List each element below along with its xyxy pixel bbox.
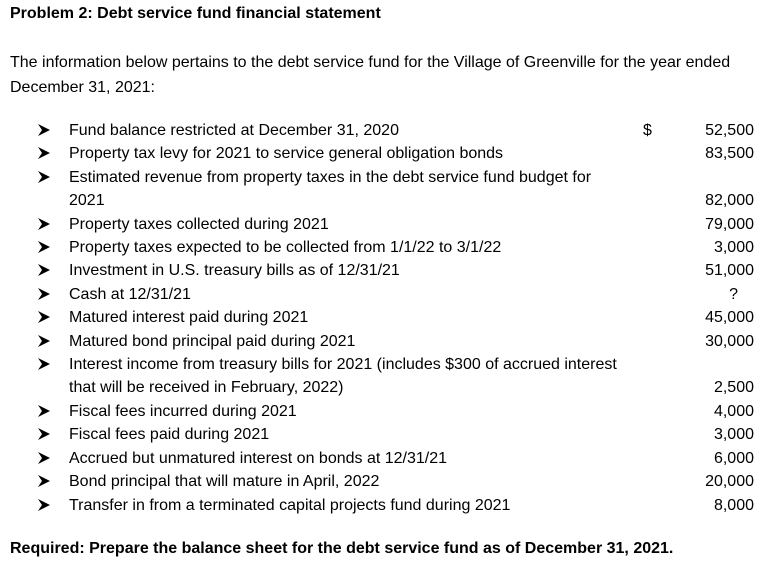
data-item-list <box>0 119 778 517</box>
item-amount: 45,000 <box>705 309 754 327</box>
arrow-bullet-icon <box>37 240 51 254</box>
intro-paragraph: The information below pertains to the debt service fund for the Village of Greenville for the year ended December 31, 2021: <box>10 54 731 96</box>
item-label: Fiscal fees incurred during 2021 <box>69 402 297 420</box>
arrow-bullet-icon <box>37 146 51 160</box>
arrow-bullet-icon <box>37 451 51 465</box>
arrow-bullet-icon <box>37 217 51 231</box>
item-label: Cash at 12/31/21 <box>69 285 191 303</box>
item-amount: 2,500 <box>713 379 754 397</box>
item-amount: ? <box>729 285 738 303</box>
item-amount: 4,000 <box>713 402 754 420</box>
item-amount: 79,000 <box>705 215 754 233</box>
list-item <box>0 236 778 259</box>
item-amount: 8,000 <box>713 496 754 514</box>
problem-heading: Problem 2: Debt service fund financial statement <box>10 5 381 22</box>
list-item <box>0 447 778 470</box>
arrow-bullet-icon <box>37 334 51 348</box>
item-label: Fund balance restricted at December 31, 2020 <box>69 122 399 139</box>
list-item <box>0 306 778 329</box>
list-item <box>0 259 778 282</box>
item-amount: 20,000 <box>705 473 754 491</box>
arrow-bullet-icon <box>37 357 51 371</box>
item-amount: 30,000 <box>705 332 754 350</box>
item-label: Property tax levy for 2021 to service general obligation bonds <box>69 145 504 163</box>
item-label: Fiscal fees paid during 2021 <box>69 426 270 444</box>
list-item <box>0 142 778 165</box>
item-label: Interest income from treasury bills for 2021 (includes $300 of accrued interest that will be received in February, 2022) <box>69 356 617 397</box>
item-amount: 83,500 <box>705 145 754 163</box>
item-label: Property taxes collected during 2021 <box>69 215 329 233</box>
list-item <box>0 353 778 400</box>
list-item <box>0 119 778 142</box>
arrow-bullet-icon <box>37 287 51 301</box>
item-label: Bond principal that will mature in April, 2022 <box>69 473 380 491</box>
required-instruction: Required: Prepare the balance sheet for the debt service fund as of December 31, 2021. <box>10 540 674 557</box>
item-label: Accrued but unmatured interest on bonds at 12/31/21 <box>69 449 448 467</box>
list-item <box>0 283 778 306</box>
item-label: Estimated revenue from property taxes in the debt service fund budget for 2021 <box>69 168 592 210</box>
item-label: Investment in U.S. treasury bills as of 12/31/21 <box>69 262 400 280</box>
item-amount: 51,000 <box>705 262 754 280</box>
arrow-bullet-icon <box>37 263 51 277</box>
arrow-bullet-icon <box>37 170 51 184</box>
arrow-bullet-icon <box>37 310 51 324</box>
item-amount: 52,500 <box>705 122 754 139</box>
item-amount: 3,000 <box>713 239 754 257</box>
item-label: Matured bond principal paid during 2021 <box>69 332 356 350</box>
list-item <box>0 330 778 353</box>
arrow-bullet-icon <box>37 474 51 488</box>
arrow-bullet-icon <box>37 404 51 418</box>
list-item <box>0 213 778 236</box>
list-item <box>0 400 778 423</box>
arrow-bullet-icon <box>37 427 51 441</box>
arrow-bullet-icon <box>37 123 51 137</box>
item-amount: 6,000 <box>713 449 754 467</box>
currency-symbol: $ <box>643 122 652 139</box>
item-label: Property taxes expected to be collected from 1/1/22 to 3/1/22 <box>69 239 502 257</box>
list-item <box>0 166 778 213</box>
arrow-bullet-icon <box>37 498 51 512</box>
item-amount: 82,000 <box>705 192 754 210</box>
list-item <box>0 494 778 517</box>
item-amount: 3,000 <box>713 426 754 444</box>
item-label: Transfer in from a terminated capital projects fund during 2021 <box>69 496 511 514</box>
list-item <box>0 423 778 446</box>
item-label: Matured interest paid during 2021 <box>69 309 309 327</box>
list-item <box>0 470 778 493</box>
